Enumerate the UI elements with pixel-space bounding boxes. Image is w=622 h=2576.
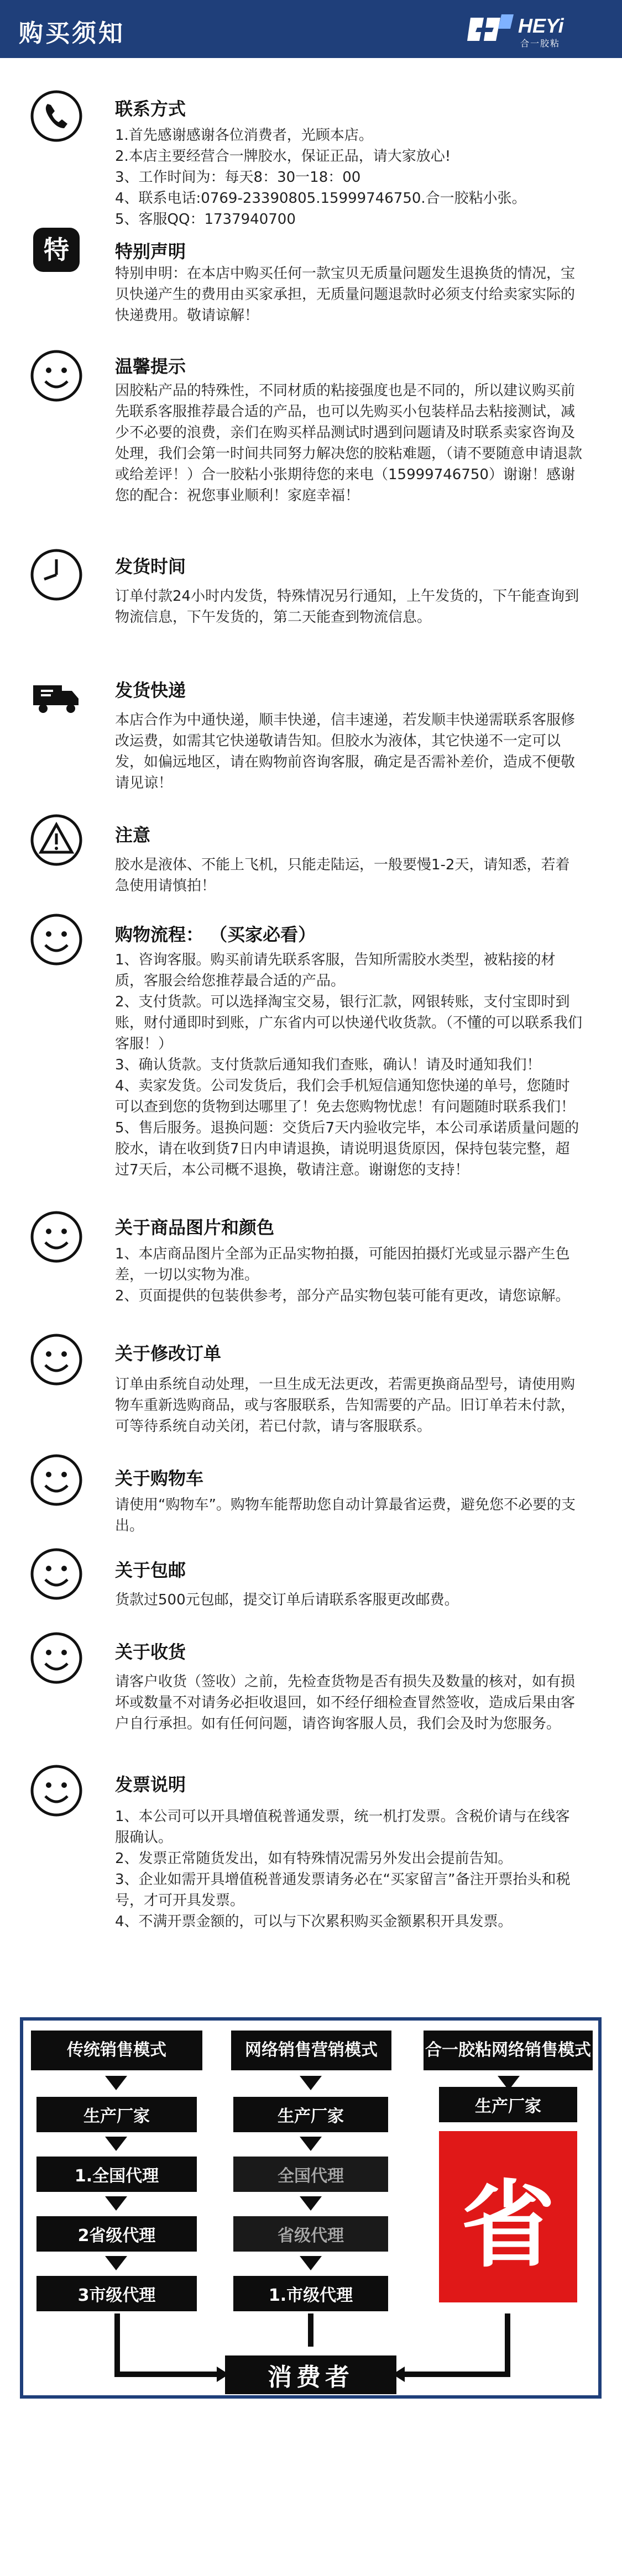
section-line: 4、联系电话:0769-23390805.15999746750.合一胶粘小张。 bbox=[115, 190, 526, 207]
smile-icon bbox=[29, 1546, 84, 1602]
section-line: 2、支付货款。可以选择淘宝交易，银行汇款，网银转账，支付宝即时到账，财付通即时到账，广东省内可以快递代收货款。（不懂的可以联系我们客服！） bbox=[115, 994, 583, 1052]
section-line: 5、客服QQ：1737940700 bbox=[115, 211, 296, 228]
sales-model-chart bbox=[20, 2017, 602, 2399]
section-body-cart bbox=[115, 1494, 583, 1536]
network-step-1: 生产厂家 bbox=[233, 2097, 388, 2132]
section-line: 1.首先感谢感谢各位消费者，光顾本店。 bbox=[115, 127, 373, 144]
network-step-2: 全国代理 bbox=[233, 2157, 388, 2192]
section-line: 本店合作为中通快递，顺丰快递，信丰速递，若发顺丰快递需联系客服修改运费，如需其它快递敬请告知。但胶水为液体，其它快递不一定可以发，如偏远地区，请在购物前咨询客服，确定是否需补差价，造成不便敬请见谅！ bbox=[115, 712, 576, 791]
section-line: 订单由系统自动处理，一旦生成无法更改，若需更换商品型号，请使用购物车重新选购商品，或与客服联系，告知需要的产品。旧订单若未付款，可等待系统自动关闭，若已付款，请与客服联系。 bbox=[115, 1376, 576, 1435]
arrow-down-icon bbox=[300, 2137, 322, 2151]
section-title-cart: 关于购物车 bbox=[115, 1468, 204, 1489]
section-line: 1、本公司可以开具增值税普通发票，统一机打发票。含税价请与在线客服确认。 bbox=[115, 1808, 570, 1846]
svg-text:特: 特 bbox=[44, 235, 69, 265]
section-body-modify bbox=[115, 1374, 583, 1437]
section-line: 3、确认货款。支付货款后通知我们查账，确认！请及时通知我们！ bbox=[115, 1057, 541, 1073]
section-line: 因胶粘产品的特殊性，不同材质的粘接强度也是不同的，所以建议购买前先联系客服推荐最合适的产品，也可以先购买小包装样品去粘接测试，减少不必要的浪费，亲们在购买样品测试时遇到问题请及时联系卖家咨询及处理，我们会第一时间共同努力解决您的胶粘难题，（请不要随意申请退款或给差评！）合一胶粘小张期待您的来电（15999746750）谢谢！感谢您的配合：祝您事业顺利！家庭幸福！ bbox=[115, 382, 583, 504]
arrow-down-icon bbox=[300, 2076, 322, 2090]
special-icon bbox=[29, 222, 84, 277]
section-line: 2、发票正常随货发出，如有特殊情况需另外发出会提前告知。 bbox=[115, 1850, 513, 1867]
section-body-special bbox=[115, 263, 583, 326]
section-body-flow bbox=[115, 949, 583, 1181]
phone-icon bbox=[29, 88, 84, 144]
section-title-receive: 关于收货 bbox=[115, 1641, 186, 1662]
smile-icon bbox=[29, 912, 84, 967]
arrow-down-icon bbox=[300, 2256, 322, 2270]
traditional-step-3: 2省级代理 bbox=[36, 2216, 197, 2252]
section-title-flow: 购物流程： （买家必看） bbox=[115, 924, 316, 945]
network-step-3: 省级代理 bbox=[233, 2216, 388, 2252]
arrow-down-icon bbox=[105, 2076, 127, 2090]
traditional-step-2: 1.全国代理 bbox=[36, 2157, 197, 2192]
section-body-receive bbox=[115, 1671, 583, 1734]
column-title-traditional: 传统销售模式 bbox=[31, 2031, 202, 2070]
smile-icon bbox=[29, 1452, 84, 1508]
section-line: 请客户收货（签收）之前，先检查货物是否有损失及数量的核对，如有损坏或数量不对请务必拒收退回，如不经仔细检查冒然签收，造成后果由客户自行承担。如有任何问题，请咨询客服人员，我们会及时为您服务。 bbox=[115, 1673, 576, 1732]
section-title-tips: 温馨提示 bbox=[115, 356, 186, 377]
truck-icon bbox=[29, 669, 84, 724]
section-line: 3、工作时间为：每天8：30一18：00 bbox=[115, 169, 361, 186]
column-title-heyi: 合一胶粘网络销售模式 bbox=[424, 2031, 593, 2070]
section-title-delivery-time: 发货时间 bbox=[115, 556, 186, 577]
smile-icon bbox=[29, 1763, 84, 1818]
section-body-tips bbox=[115, 380, 583, 506]
section-body-express bbox=[115, 710, 583, 794]
saving-badge: 省 bbox=[439, 2131, 577, 2302]
section-title-images: 关于商品图片和颜色 bbox=[115, 1217, 275, 1238]
section-line: 4、卖家发货。公司发货后，我们会手机短信通知您快递的单号，您随时可以查到您的货物到达哪里了！免去您购物忧虑！有问题随时联系我们！ bbox=[115, 1078, 576, 1115]
section-line: 4、不满开票金额的，可以与下次累积购买金额累积开具发票。 bbox=[115, 1913, 513, 1930]
section-line: 2.本店主要经营合一牌胶水，保证正品，请大家放心! bbox=[115, 148, 451, 165]
section-body-images bbox=[115, 1244, 583, 1307]
heyi-step-1: 生产厂家 bbox=[439, 2087, 577, 2122]
arrow-down-icon bbox=[105, 2137, 127, 2151]
page-header bbox=[0, 0, 622, 58]
section-title-contact: 联系方式 bbox=[115, 98, 186, 119]
section-line: 货款过500元包邮，提交订单后请联系客服更改邮费。 bbox=[115, 1592, 459, 1608]
arrow-down-icon bbox=[300, 2196, 322, 2211]
smile-icon bbox=[29, 348, 84, 403]
smile-icon bbox=[29, 1630, 84, 1686]
traditional-step-4: 3市级代理 bbox=[36, 2276, 197, 2311]
warning-icon bbox=[29, 812, 84, 868]
section-line: 特别申明：在本店中购买任何一款宝贝无质量问题发生退换货的情况，宝贝快递产生的费用由买家承担，无质量问题退款时必须支付给卖家实际的快递费用。敬请谅解！ bbox=[115, 265, 576, 324]
network-step-4: 1.市级代理 bbox=[233, 2276, 388, 2311]
section-line: 5、售后服务。退换问题：交货后7天内验收完毕，本公司承诺质量问题的胶水，请在收到货7日内申请退换，请说明退货原因，保持包装完整，超过7天后，本公司概不退换，敬请注意。谢谢您的支持！ bbox=[115, 1120, 579, 1178]
section-title-special: 特别声明 bbox=[115, 241, 186, 262]
section-line: 请使用“购物车”。购物车能帮助您自动计算最省运费，避免您不必要的支出。 bbox=[115, 1497, 576, 1534]
section-line: 1、本店商品图片全部为正品实物拍摄，可能因拍摄灯光或显示器产生色差，一切以实物为准。 bbox=[115, 1246, 570, 1283]
column-title-network: 网络销售营销模式 bbox=[231, 2031, 391, 2070]
section-body-invoice bbox=[115, 1806, 583, 1932]
page-footer-blank bbox=[0, 2410, 622, 2576]
traditional-step-1: 生产厂家 bbox=[36, 2097, 197, 2132]
page-title: 购买须知 bbox=[19, 19, 125, 48]
section-title-notice: 注意 bbox=[115, 825, 151, 846]
brand-logo bbox=[467, 10, 600, 49]
section-body-delivery-time bbox=[115, 586, 583, 628]
section-title-free-ship: 关于包邮 bbox=[115, 1560, 186, 1581]
heyi-logo-icon bbox=[467, 12, 514, 46]
smile-icon bbox=[29, 1332, 84, 1387]
consumer-box: 消费者 bbox=[225, 2355, 396, 2394]
section-line: 3、企业如需开具增值税普通发票请务必在“买家留言”备注开票抬头和税号，才可开具发票。 bbox=[115, 1871, 571, 1909]
logo-subtext: 合一胶粘 bbox=[520, 38, 561, 49]
section-body-free-ship bbox=[115, 1589, 583, 1610]
arrow-down-icon bbox=[105, 2256, 127, 2270]
smile-icon bbox=[29, 1209, 84, 1265]
clock-icon bbox=[29, 547, 84, 602]
section-line: 胶水是液体、不能上飞机，只能走陆运，一般要慢1-2天，请知悉，若着急使用请慎拍！ bbox=[115, 857, 570, 894]
section-title-express: 发货快递 bbox=[115, 680, 186, 701]
section-body-contact bbox=[115, 125, 583, 230]
section-title-modify: 关于修改订单 bbox=[115, 1343, 222, 1364]
logo-wordmark: HEYi bbox=[518, 14, 564, 37]
section-line: 1、咨询客服。购买前请先联系客服，告知所需胶水类型，被粘接的材质，客服会给您推荐最合适的产品。 bbox=[115, 952, 556, 989]
arrow-down-icon bbox=[105, 2196, 127, 2211]
section-line: 订单付款24小时内发货，特殊情况另行通知，上午发货的，下午能查询到物流信息，下午发货的，第二天能查到物流信息。 bbox=[115, 588, 579, 626]
section-title-invoice: 发票说明 bbox=[115, 1774, 186, 1795]
section-line: 2、页面提供的包装供参考，部分产品实物包装可能有更改，请您谅解。 bbox=[115, 1288, 570, 1304]
section-body-notice bbox=[115, 854, 583, 896]
